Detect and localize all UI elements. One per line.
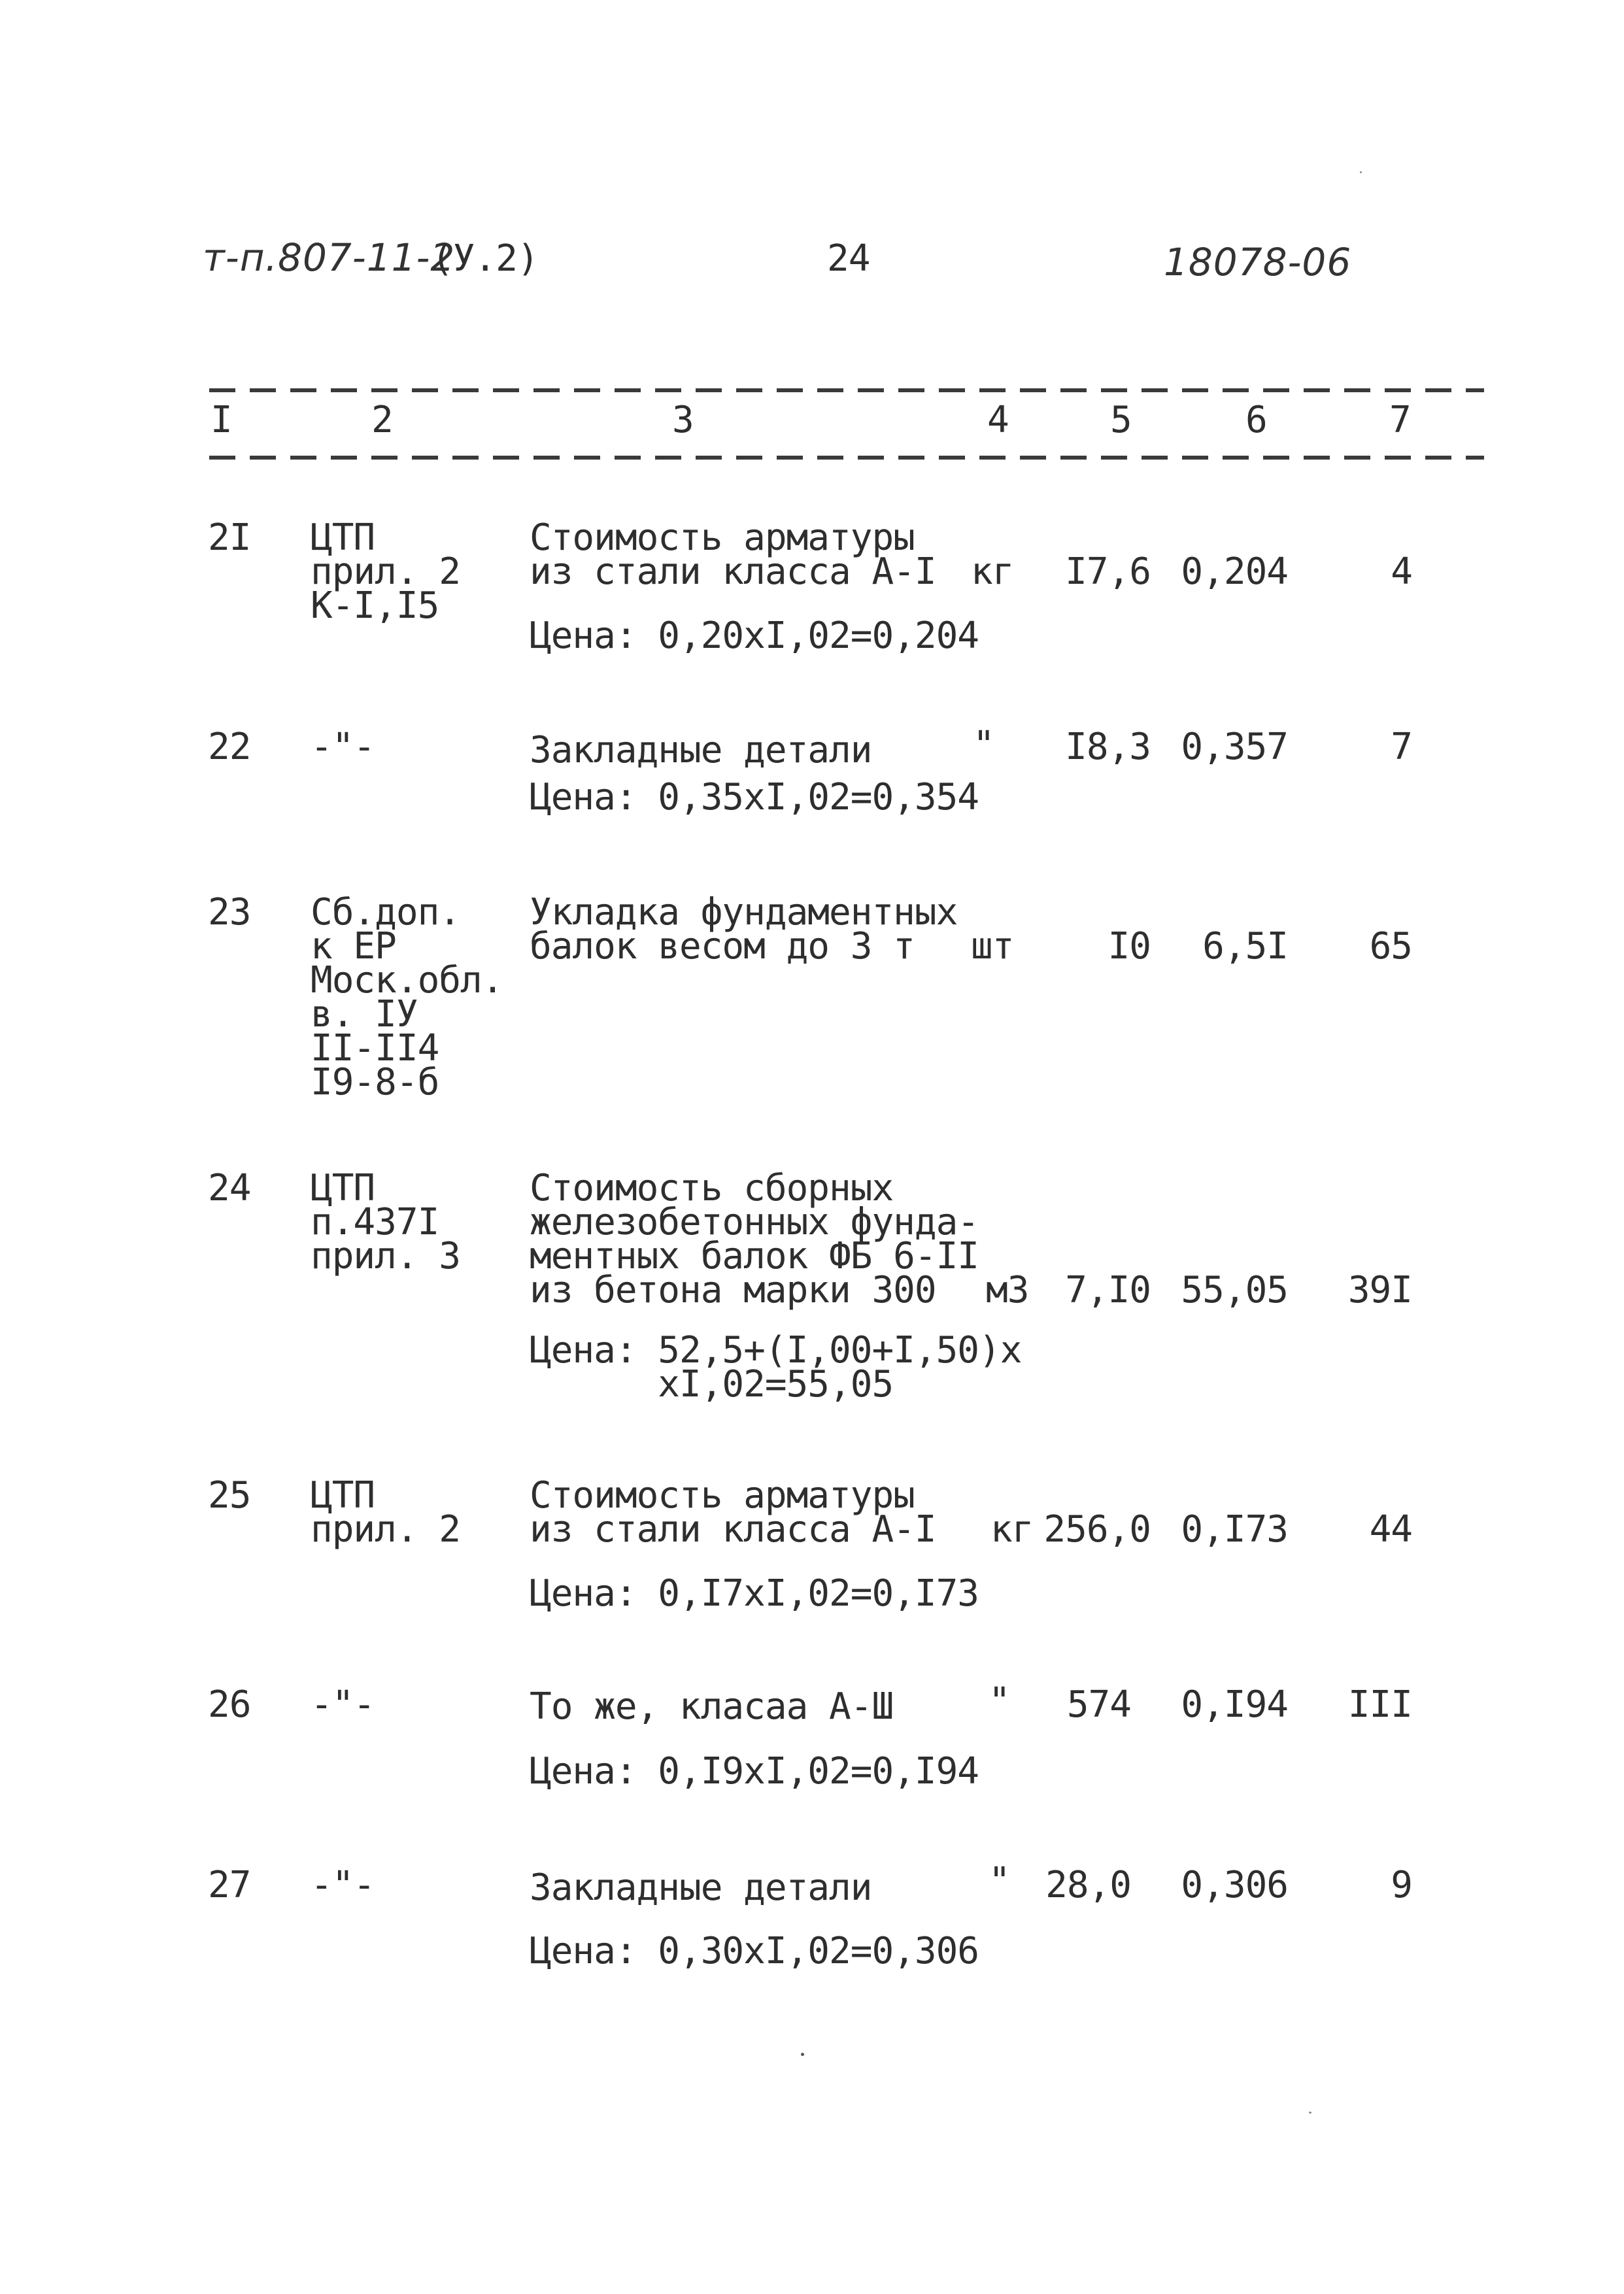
unit: кг — [971, 550, 1014, 593]
quantity: I0 — [1108, 925, 1151, 968]
row-number: 26 — [208, 1683, 251, 1726]
unit-price: 0,204 — [1181, 550, 1288, 593]
document-code-typed: (У.2) — [431, 237, 539, 280]
reference-line: ЦТП — [311, 1167, 375, 1209]
header-rule-bottom — [209, 456, 1484, 460]
archive-number: 18078-06 — [1164, 240, 1352, 284]
unit: " — [989, 1860, 1010, 1902]
column-header-5: 5 — [1110, 399, 1132, 441]
column-header-3: 3 — [672, 399, 694, 441]
description-line: То же, класаа А-Ш — [530, 1685, 894, 1728]
total-cost: 39I — [1347, 1269, 1412, 1311]
reference-line: К-I,I5 — [311, 584, 439, 627]
quantity: I7,6 — [1065, 550, 1151, 593]
reference-line: I9-8-б — [311, 1061, 439, 1104]
reference-line: -"- — [311, 1683, 375, 1726]
price-calculation: Цена: 0,35хI,02=0,354 — [530, 776, 979, 818]
price-calculation: Цена: 52,5+(I,00+I,50)х — [530, 1329, 1022, 1372]
quantity: I8,3 — [1065, 726, 1151, 768]
unit: кг — [990, 1508, 1034, 1551]
page-number: 24 — [827, 237, 870, 280]
quantity: 574 — [1066, 1683, 1131, 1726]
column-header-1: I — [211, 399, 232, 441]
description-line: из бетона марки 300 — [530, 1269, 936, 1311]
reference-line: к ЕР — [311, 925, 396, 968]
scan-speck — [1309, 2112, 1311, 2114]
price-calculation: Цена: 0,20хI,02=0,204 — [530, 615, 979, 657]
quantity: 256,0 — [1043, 1508, 1151, 1551]
reference-line: прил. 2 — [311, 550, 461, 593]
description-line: Стоимость арматуры — [530, 516, 915, 559]
unit-price: 0,357 — [1181, 726, 1288, 768]
quantity: 7,I0 — [1065, 1269, 1151, 1311]
description-line: из стали класса А-I — [530, 1508, 936, 1551]
reference-line: -"- — [311, 1864, 375, 1906]
row-number: 24 — [208, 1167, 251, 1209]
reference-line: прил. 3 — [311, 1235, 461, 1277]
price-calculation: хI,02=55,05 — [530, 1363, 894, 1406]
reference-line: II-II4 — [311, 1027, 439, 1070]
unit: шт — [971, 925, 1014, 968]
reference-line: Сб.доп. — [311, 891, 461, 934]
reference-line: п.437I — [311, 1201, 439, 1243]
document-code-handwritten: т-п.807-11-2 — [203, 235, 456, 280]
unit-price: 0,306 — [1181, 1864, 1288, 1906]
total-cost: 65 — [1369, 925, 1412, 968]
scan-speck — [801, 2053, 804, 2056]
reference-line: Моск.обл. — [311, 959, 503, 1002]
column-header-4: 4 — [987, 399, 1009, 441]
unit-price: 55,05 — [1181, 1269, 1288, 1311]
reference-line: -"- — [311, 726, 375, 768]
unit: м3 — [986, 1269, 1029, 1311]
price-calculation: Цена: 0,30хI,02=0,306 — [530, 1930, 979, 1972]
description-line: Укладка фундаментных — [530, 891, 958, 934]
unit: " — [989, 1680, 1010, 1723]
quantity: 28,0 — [1045, 1864, 1131, 1906]
total-cost: 4 — [1391, 550, 1412, 593]
total-cost: 9 — [1391, 1864, 1412, 1906]
column-header-2: 2 — [371, 399, 393, 441]
reference-line: в. IУ — [311, 993, 418, 1036]
scan-speck — [1360, 171, 1362, 173]
row-number: 27 — [208, 1864, 251, 1906]
row-number: 23 — [208, 891, 251, 934]
reference-line: ЦТП — [311, 1474, 375, 1517]
description-line: Стоимость арматуры — [530, 1474, 915, 1517]
total-cost: 7 — [1391, 726, 1412, 768]
unit-price: 0,I94 — [1181, 1683, 1288, 1726]
reference-line: ЦТП — [311, 516, 375, 559]
unit: " — [973, 724, 994, 766]
total-cost: 44 — [1369, 1508, 1412, 1551]
total-cost: III — [1347, 1683, 1412, 1726]
description-line: железобетонных фунда- — [530, 1201, 979, 1243]
description-line: балок весом до 3 т — [530, 925, 915, 968]
description-line: Закладные детали — [530, 729, 872, 771]
column-header-7: 7 — [1389, 399, 1411, 441]
row-number: 2I — [208, 516, 251, 559]
column-header-6: 6 — [1245, 399, 1267, 441]
header-rule-top — [209, 388, 1484, 392]
unit-price: 6,5I — [1202, 925, 1288, 968]
row-number: 25 — [208, 1474, 251, 1517]
reference-line: прил. 2 — [311, 1508, 461, 1551]
row-number: 22 — [208, 726, 251, 768]
description-line: из стали класса А-I — [530, 550, 936, 593]
description-line: Закладные детали — [530, 1866, 872, 1909]
price-calculation: Цена: 0,I9хI,02=0,I94 — [530, 1750, 979, 1793]
description-line: Стоимость сборных — [530, 1167, 894, 1209]
price-calculation: Цена: 0,I7хI,02=0,I73 — [530, 1572, 979, 1615]
description-line: ментных балок ФБ 6-II — [530, 1235, 979, 1277]
unit-price: 0,I73 — [1181, 1508, 1288, 1551]
